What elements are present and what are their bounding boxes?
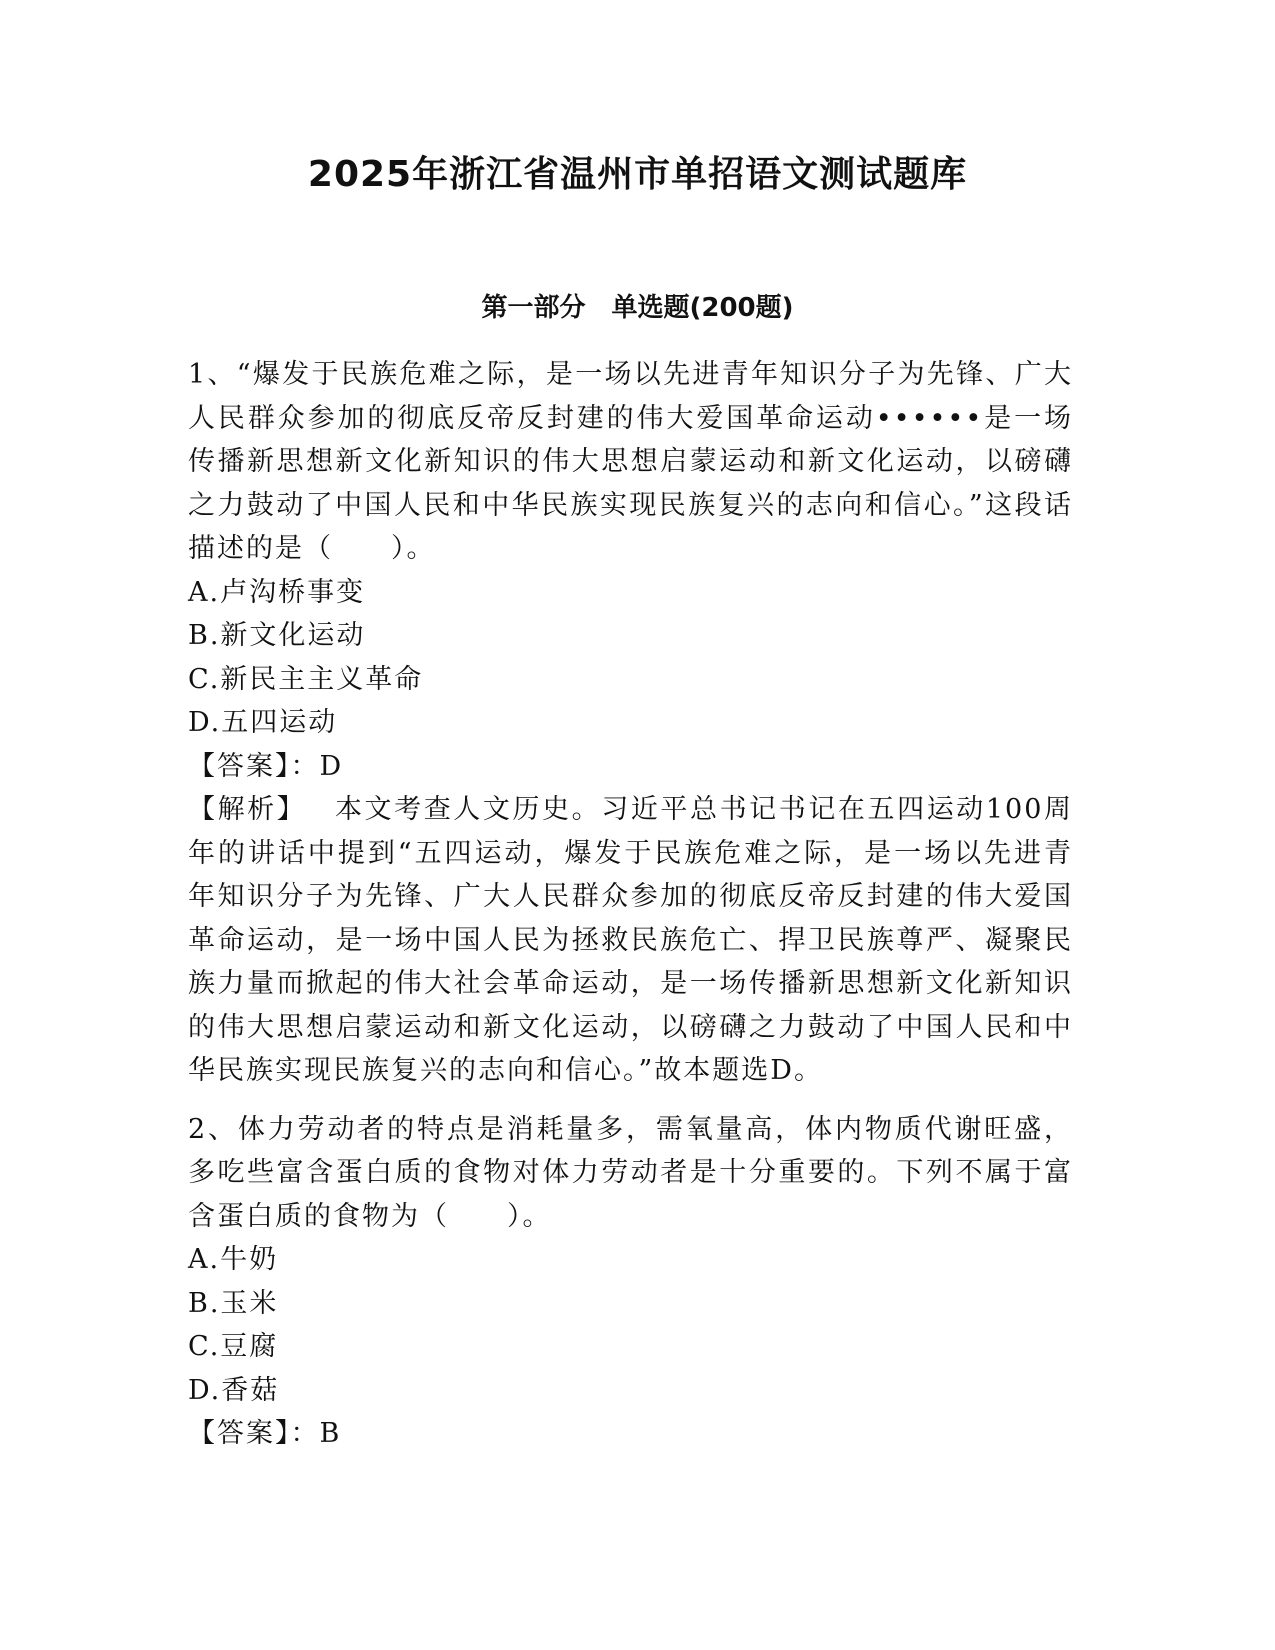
section-heading: 第一部分 单选题(200题) [481, 293, 794, 323]
option-a: A.卢沟桥事变 [188, 576, 366, 608]
option-d: D.香菇 [188, 1374, 280, 1406]
answer-label: 【答案】： [188, 1418, 320, 1449]
explanation [188, 788, 1073, 1093]
question-stem: 2、体力劳动者的特点是消耗量多，需氧量高，体内物质代谢旺盛，多吃些富含蛋白质的食物对体力劳动者是十分重要的。下列不属于富含蛋白质的食物为（ ）。 [188, 1113, 1073, 1232]
answer-value: D [319, 750, 344, 782]
answer-line [188, 1412, 1073, 1456]
question-item [188, 1108, 1073, 1456]
option-a: A.牛奶 [188, 1244, 279, 1275]
question-item [188, 353, 1073, 1093]
option-c: C.豆腐 [188, 1331, 279, 1362]
answer-value: B [319, 1418, 342, 1449]
explanation-label: 【解析】 [188, 794, 307, 825]
option-b: B.玉米 [188, 1287, 279, 1319]
document-title: 2025年浙江省温州市单招语文测试题库 [307, 154, 968, 195]
option-c: C.新民主主义革命 [188, 663, 424, 695]
answer-line [188, 745, 1073, 789]
explanation-text: 本文考查人文历史。习近平总书记书记在五四运动100周年的讲话中提到“五四运动，爆发于民族危难之际，是一场以先进青年知识分子为先锋、广大人民群众参加的彻底反帝反封建的伟大爱国革命运动，是一场中国人民为拯救民族危亡、捍卫民族尊严、凝聚民族力量而掀起的伟大社会革命运动，是一场传播新思想新文化新知识的伟大思想启蒙运动和新文化运动，以磅礴之力鼓动了中国人民和中华民族实现民族复兴的志向和信心。”故本题选D。 [188, 794, 1073, 1086]
option-b: B.新文化运动 [188, 620, 366, 651]
option-d: D.五四运动 [188, 707, 338, 738]
question-list [188, 353, 1073, 1471]
question-stem: 1、“爆发于民族危难之际，是一场以先进青年知识分子为先锋、广大人民群众参加的彻底反帝反封建的伟大爱国革命运动••••••是一场传播新思想新文化新知识的伟大思想启蒙运动和新文化运动，以磅礴之力鼓动了中国人民和中华民族实现民族复兴的志向和信心。”这段话描述的是（ ）。 [188, 359, 1073, 564]
answer-label: 【答案】： [188, 750, 320, 782]
